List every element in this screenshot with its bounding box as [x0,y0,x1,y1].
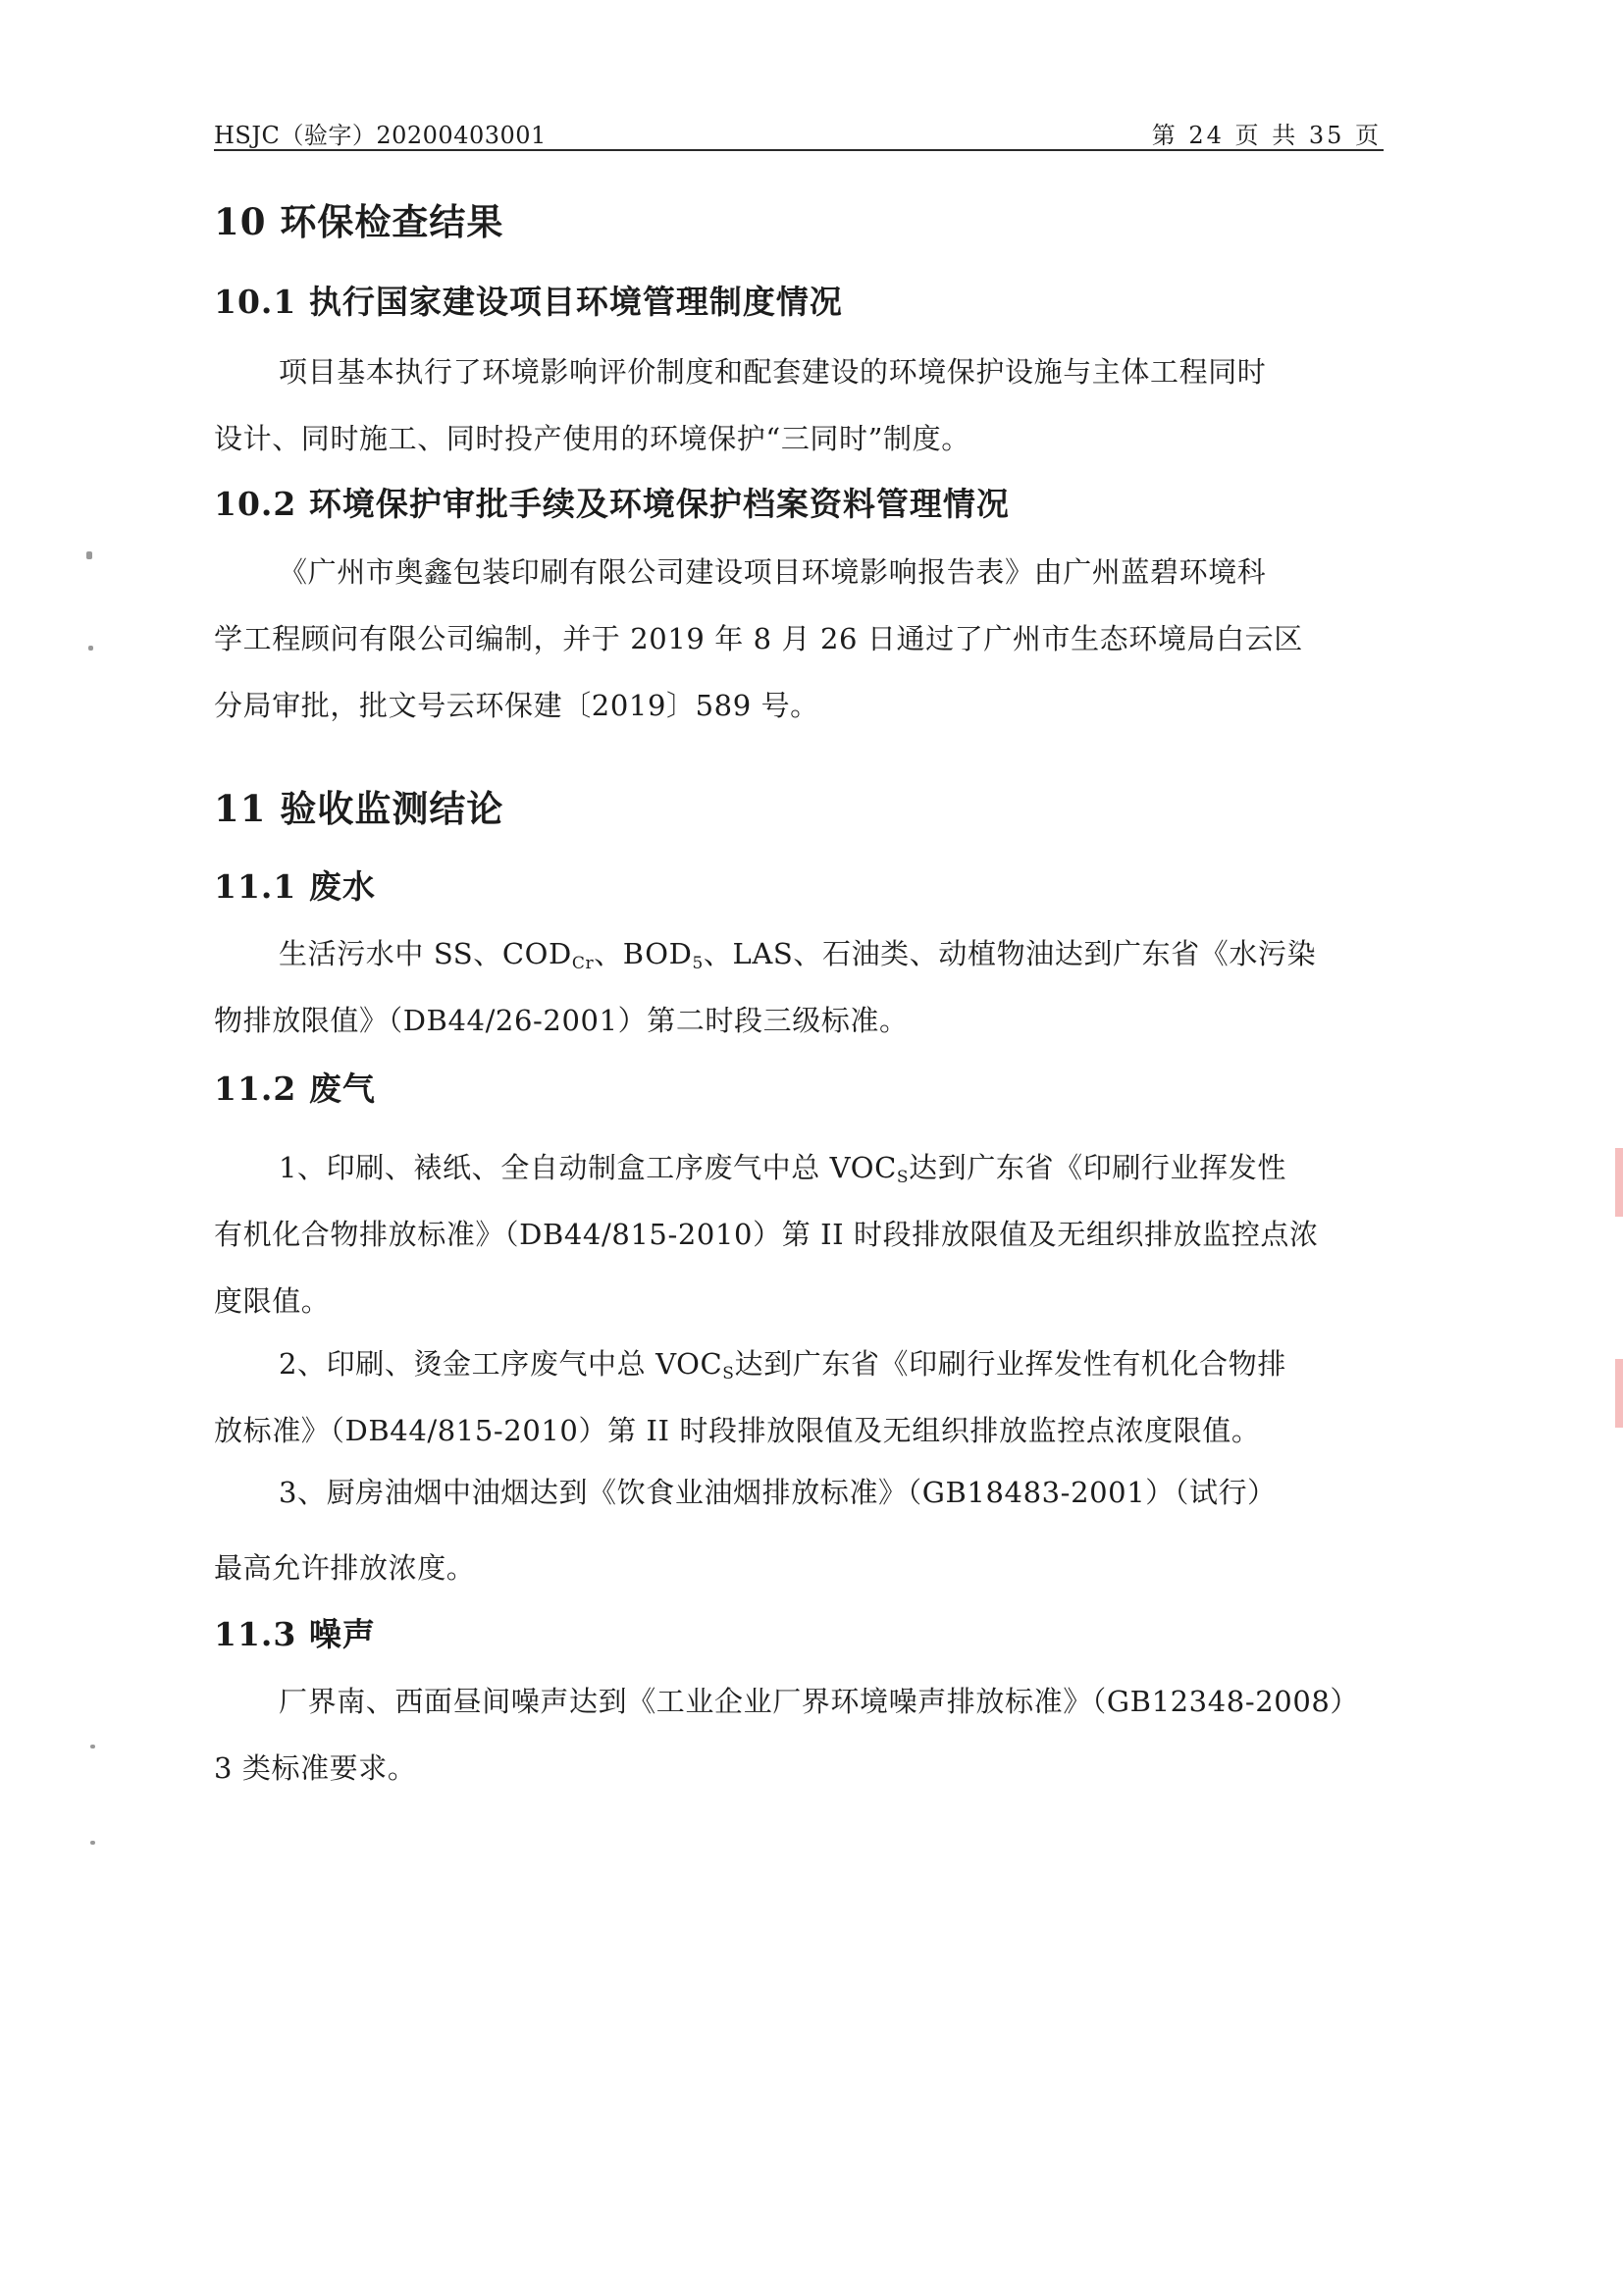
scan-speck [90,1745,95,1748]
paragraph-line: 度限值。 [214,1284,331,1318]
section-11-2-item-3 [214,1459,1386,1602]
scan-speck [90,1841,95,1845]
paragraph-line [214,1134,1386,1201]
paragraph-line [214,920,1386,987]
stamp-bleed [1615,1148,1623,1217]
paragraph-line: 最高允许排放浓度。 [214,1551,476,1585]
section-11-2-item-2 [214,1331,1386,1464]
paragraph-line: 《广州市奥鑫包装印刷有限公司建设项目环境影响报告表》由广州蓝碧环境科 [279,555,1267,589]
paragraph-line: 放标准》（DB44/815-2010）第 II 时段排放限值及无组织排放监控点浓度限值。 [214,1414,1261,1447]
header-rule [214,149,1384,151]
scan-speck [86,551,92,559]
subscript: 5 [692,954,704,973]
paragraph-line: 厂界南、西面昼间噪声达到《工业企业厂界环境噪声排放标准》（GB12348-2008） [279,1685,1360,1718]
subscript: S [722,1364,735,1383]
text-run: 生活污水中 SS、COD [279,937,572,970]
stamp-bleed [1615,1359,1623,1428]
paragraph-line: 学工程顾问有限公司编制，并于 2019 年 8 月 26 日通过了广州市生态环境局白云区 [214,622,1303,655]
subscript: Cr [571,954,595,973]
text-run: 、LAS、石油类、动植物油达到广东省《水污染 [703,937,1317,970]
paragraph-line: 有机化合物排放标准》（DB44/815-2010）第 II 时段排放限值及无组织排放监控点浓 [214,1218,1319,1251]
text-run: 达到广东省《印刷行业挥发性 [909,1151,1286,1184]
section-11-2-item-1 [214,1134,1386,1334]
section-11-3-paragraph [214,1668,1386,1801]
paragraph-line [214,1331,1386,1397]
section-10-1-paragraph [214,339,1386,472]
section-11-1-heading: 11.1 废水 [214,867,376,906]
paragraph-line: 3 类标准要求。 [214,1751,417,1785]
text-run: 1、印刷、裱纸、全自动制盒工序废气中总 VOC [279,1151,897,1184]
text-run: 达到广东省《印刷行业挥发性有机化合物排 [734,1347,1286,1381]
section-11-1-paragraph [214,920,1386,1054]
section-10-2-paragraph [214,539,1386,739]
paragraph-line: 项目基本执行了环境影响评价制度和配套建设的环境保护设施与主体工程同时 [279,355,1267,389]
section-10-2-heading: 10.2 环境保护审批手续及环境保护档案资料管理情况 [214,485,1010,523]
text-run: 、BOD [594,937,693,970]
section-11-3-heading: 11.3 噪声 [214,1615,376,1653]
document-number: HSJC（验字）20200403001 [214,122,547,149]
section-10-heading: 10 环保检查结果 [214,200,504,243]
paragraph-line: 3、厨房油烟中油烟达到《饮食业油烟排放标准》（GB18483-2001）（试行） [279,1476,1277,1509]
paragraph-line: 物排放限值》（DB44/26-2001）第二时段三级标准。 [214,1004,909,1037]
paragraph-line: 设计、同时施工、同时投产使用的环境保护“三同时”制度。 [214,422,970,455]
scan-speck [88,646,93,651]
paragraph-line: 分局审批，批文号云环保建〔2019〕589 号。 [214,689,819,722]
section-11-heading: 11 验收监测结论 [214,787,504,830]
page-indicator: 第 24 页 共 35 页 [1151,122,1382,149]
text-run: 2、印刷、烫金工序废气中总 VOC [279,1347,723,1381]
section-11-2-heading: 11.2 废气 [214,1070,376,1108]
subscript: S [896,1168,910,1187]
section-10-1-heading: 10.1 执行国家建设项目环境管理制度情况 [214,283,843,321]
